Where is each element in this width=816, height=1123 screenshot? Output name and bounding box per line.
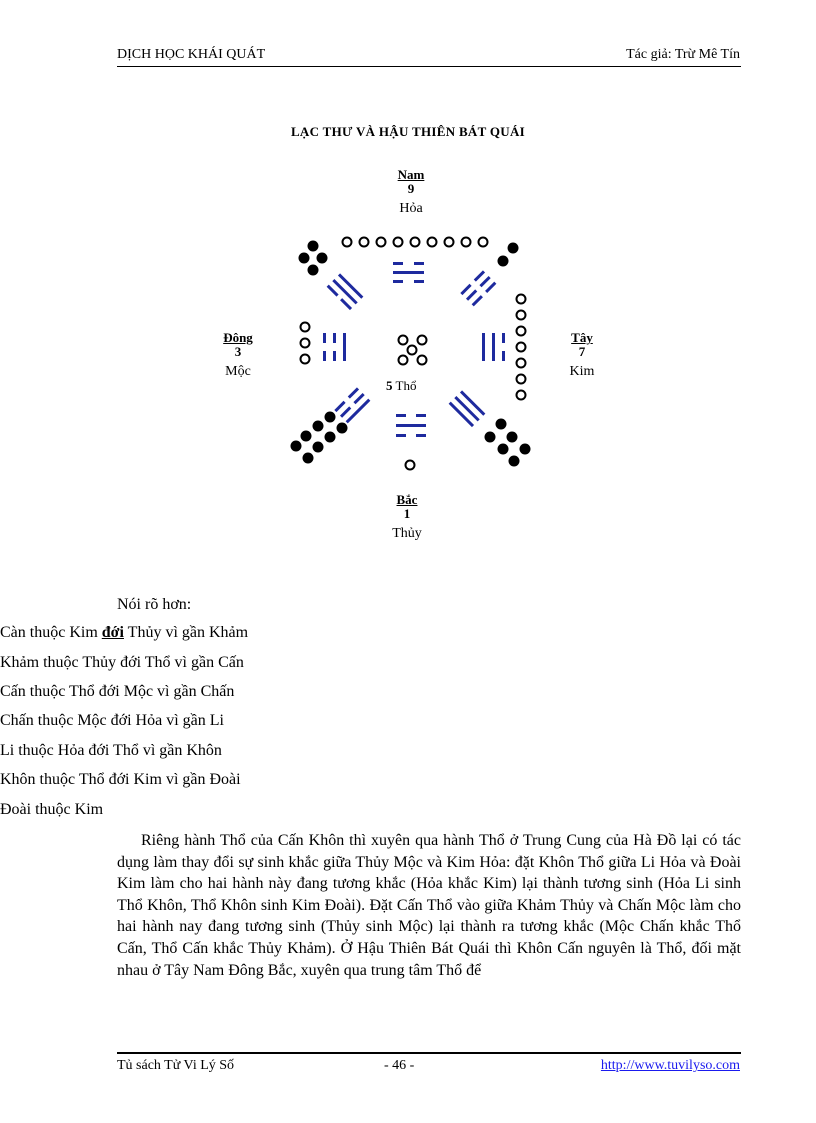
intro-text: Nói rõ hơn: [117, 596, 192, 613]
direction-east-element: Mộc [225, 364, 251, 379]
direction-west-name: Tây [571, 330, 593, 345]
trigram-kun-southwest [460, 270, 496, 306]
trigram-kan-north [396, 414, 426, 437]
direction-north-element: Thủy [392, 526, 422, 541]
west-seven-dots [517, 295, 526, 400]
direction-south-number: 9 [407, 181, 415, 196]
header-title: DỊCH HỌC KHÁI QUÁT [117, 47, 266, 62]
direction-north-number: 1 [403, 506, 411, 521]
page-title: LẠC THƯ VÀ HẬU THIÊN BÁT QUÁI [290, 124, 526, 139]
trigram-zhen-east [323, 333, 346, 361]
trigram-qian-northwest [449, 390, 486, 427]
list-item: Càn thuộc Kim đới Thủy vì gần Khảm [0, 624, 249, 641]
list-item: Chấn thuộc Mộc đới Hỏa vì gần Li [0, 712, 224, 729]
footer-website-link[interactable]: http://www.tuvilyso.com [600, 1058, 740, 1073]
direction-north-name: Bắc [396, 492, 418, 507]
direction-south-name: Nam [397, 167, 425, 182]
keyword-doi: đới [101, 624, 124, 641]
northeast-eight-dots [291, 412, 348, 464]
south-nine-dots [343, 238, 488, 247]
header-author: Tác giả: Trừ Mê Tín [626, 47, 740, 62]
list-item: Khôn thuộc Thổ đới Kim vì gần Đoài [0, 771, 241, 788]
list-item: Li thuộc Hỏa đới Thổ vì gần Khôn [0, 742, 222, 759]
trigram-li-south [393, 262, 424, 283]
page-number: - 46 - [384, 1058, 415, 1073]
north-one-dot [406, 461, 415, 470]
trigram-xun-southeast [327, 273, 364, 310]
direction-east-number: 3 [234, 344, 242, 359]
trigram-dui-west [482, 333, 505, 361]
direction-west-element: Kim [569, 364, 595, 379]
center-five-dots [399, 336, 427, 365]
southwest-two-dots [498, 243, 519, 267]
direction-south-element: Hỏa [399, 201, 423, 216]
trigram-gen-northeast [334, 387, 370, 423]
direction-east-name: Đông [223, 330, 253, 345]
list-item: Cấn thuộc Thổ đới Mộc vì gần Chấn [0, 683, 235, 700]
southeast-four-dots [299, 241, 328, 276]
direction-west-number: 7 [578, 344, 586, 359]
northwest-six-dots [485, 419, 531, 467]
list-item: Khảm thuộc Thủy đới Thổ vì gần Cấn [0, 654, 244, 671]
footer-series: Tủ sách Tử Vi Lý Số [117, 1058, 235, 1073]
body-paragraph: Riêng hành Thổ của Cấn Khôn thì xuyên qua hành Thổ ở Trung Cung của Hà Đồ lại có tác dụng làm thay đổi sự sinh khắc giữa Thủy Mộc và Kim Hỏa: đặt Khôn Thổ giữa Li Hỏa và Đoài Kim làm cho hai hành này đang tương khắc (Hỏa khắc Kim) lại thành tương sinh (Hỏa Li sinh Thổ Khôn, Thổ Khôn sinh Kim Đoài). Đặt Cấn Thổ vào giữa Khảm Thủy và Chấn Mộc làm cho hai hành nay đang tương sinh (Thủy sinh Mộc) lại thành ra tương khắc (Mộc Chấn khắc Thổ Cấn, Thổ Cấn khắc Thủy Khảm). Ở Hậu Thiên Bát Quái thì Khôn Cấn nguyên là Thổ, đối mặt nhau ở Tây Nam Đông Bắc, xuyên qua trung tâm Thổ để [117, 832, 741, 979]
list-item: Đoài thuộc Kim [0, 801, 104, 818]
footer-rule [117, 1052, 741, 1054]
center-element: Thổ [395, 378, 417, 393]
center-number: 5 [386, 378, 393, 393]
east-three-dots [301, 323, 310, 364]
